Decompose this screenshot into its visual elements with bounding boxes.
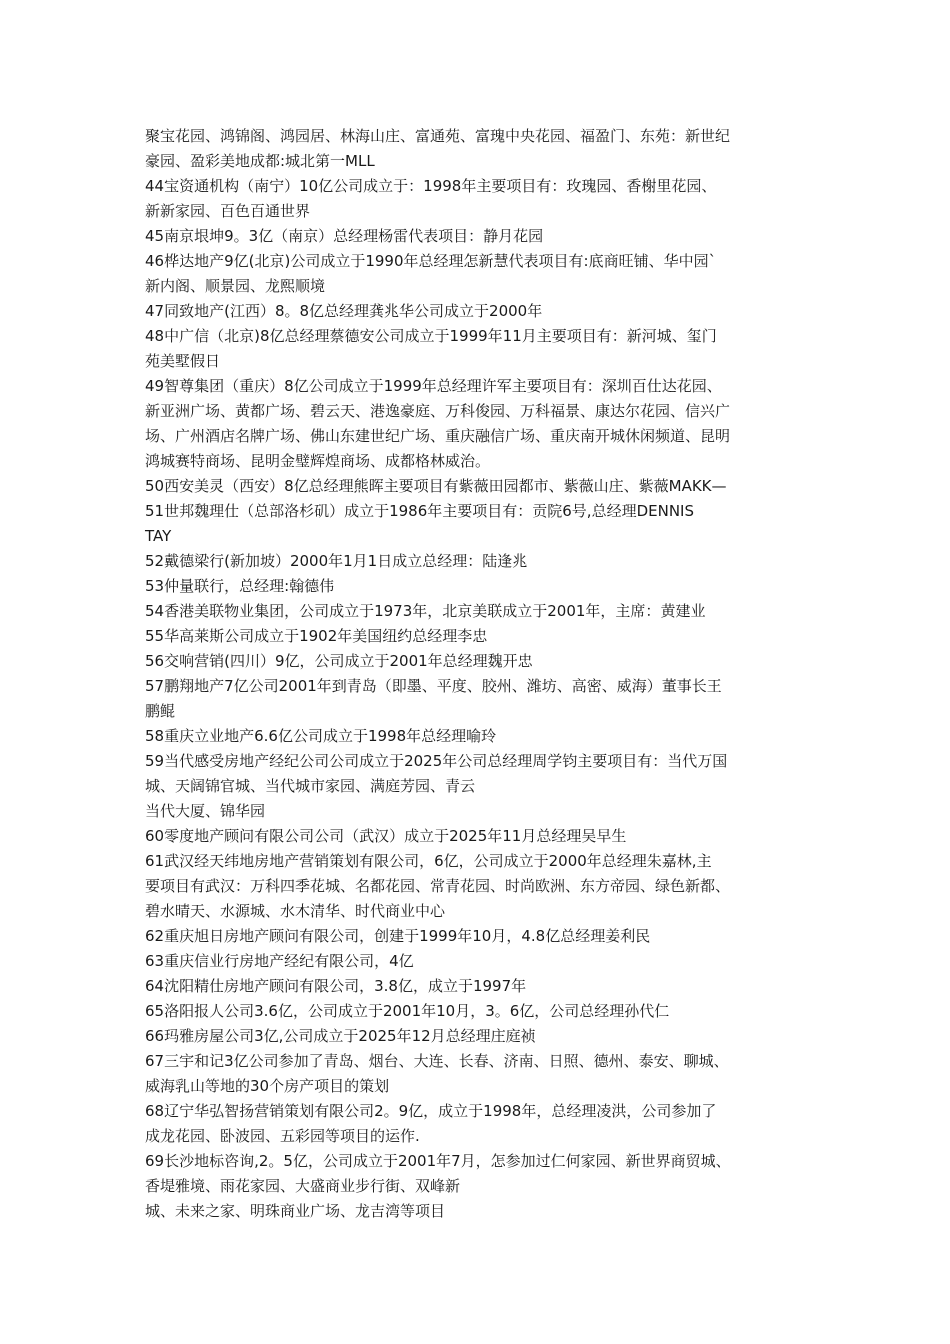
text-line: 成龙花园、卧波园、五彩园等项目的运作. — [145, 1127, 420, 1145]
text-line: 55华高莱斯公司成立于1902年美国纽约总经理李忠 — [145, 627, 488, 645]
text-line: 豪园、盈彩美地成都:城北第一MLL — [145, 152, 375, 170]
text-line: 48中广信（北京)8亿总经理蔡德安公司成立于1999年11月主要项目有：新河城、玺门 — [145, 327, 717, 345]
text-line: 聚宝花园、鸿锦阁、鸿园居、林海山庄、富通苑、富瑰中央花园、福盈门、东苑：新世纪 — [145, 127, 731, 145]
text-line: 57鹏翔地产7亿公司2001年到青岛（即墨、平度、胶州、潍坊、高密、威海）董事长王 — [145, 677, 722, 695]
text-line: 新内阁、顺景园、龙熙顺境 — [145, 277, 326, 295]
text-line: 鹏鲲 — [145, 702, 176, 720]
text-line: 香堤雅境、雨花家园、大盛商业步行街、双峰新 — [145, 1177, 461, 1195]
text-line: 城、天阔锦官城、当代城市家园、满庭芳园、青云 — [145, 777, 476, 795]
text-line: 场、广州酒店名牌广场、佛山东建世纪广场、重庆融信广场、重庆南开城休闲频道、昆明 — [145, 427, 731, 445]
text-line: 58重庆立业地产6.6亿公司成立于1998年总经理喻玲 — [145, 727, 497, 745]
text-line: 要项目有武汉：万科四季花城、名都花园、常青花园、时尚欧洲、东方帝园、绿色新都、 — [145, 877, 731, 895]
text-line: 52戴德梁行(新加坡）2000年1月1日成立总经理：陆逢兆 — [145, 552, 528, 570]
text-line: 65洛阳报人公司3.6亿，公司成立于2001年10月，3。6亿，公司总经理孙代仁 — [145, 1002, 670, 1020]
text-line: 61武汉经天纬地房地产营销策划有限公司，6亿，公司成立于2000年总经理朱嘉林,主 — [145, 852, 712, 870]
document-body — [145, 124, 817, 1224]
text-line: 城、未来之家、明珠商业广场、龙吉湾等项目 — [145, 1202, 446, 1220]
text-line: 53仲量联行，总经理:翰德伟 — [145, 577, 335, 595]
text-line: 60零度地产顾问有限公司公司（武汉）成立于2025年11月总经理吴早生 — [145, 827, 627, 845]
text-line: 63重庆信业行房地产经纪有限公司，4亿 — [145, 952, 414, 970]
text-line: 新亚洲广场、黄都广场、碧云天、港逸豪庭、万科俊园、万科福景、康达尔花园、信兴广 — [145, 402, 731, 420]
text-line: 威海乳山等地的30个房产项目的策划 — [145, 1077, 390, 1095]
text-line: TAY — [145, 527, 172, 545]
text-line: 新新家园、百色百通世界 — [145, 202, 311, 220]
text-line: 45南京垠坤9。3亿（南京）总经理杨雷代表项目：静月花园 — [145, 227, 544, 245]
text-line: 64沈阳精仕房地产顾问有限公司，3.8亿，成立于1997年 — [145, 977, 527, 995]
text-line: 44宝资通机构（南宁）10亿公司成立于：1998年主要项目有：玫瑰园、香榭里花园、 — [145, 177, 717, 195]
text-line: 当代大厦、锦华园 — [145, 802, 266, 820]
text-line: 51世邦魏理仕（总部洛杉矶）成立于1986年主要项目有：贡院6号,总经理DENNIS — [145, 502, 694, 520]
text-line: 47同致地产(江西）8。8亿总经理龚兆华公司成立于2000年 — [145, 302, 543, 320]
text-line: 56交响营销(四川）9亿，公司成立于2001年总经理魏开忠 — [145, 652, 533, 670]
text-line: 46桦达地产9亿(北京)公司成立于1990年总经理怎新慧代表项目有:底商旺铺、华中园` — [145, 252, 717, 270]
text-line: 69长沙地标咨询,2。5亿，公司成立于2001年7月，怎参加过仁何家园、新世界商贸城、 — [145, 1152, 731, 1170]
text-line: 50西安美灵（西安）8亿总经理熊晖主要项目有紫薇田园都市、紫薇山庄、紫薇MAKK— — [145, 477, 727, 495]
text-line: 49智尊集团（重庆）8亿公司成立于1999年总经理许军主要项目有：深圳百仕达花园、 — [145, 377, 722, 395]
text-line: 54香港美联物业集团，公司成立于1973年，北京美联成立于2001年，主席：黄建业 — [145, 602, 706, 620]
text-line: 鸿城赛特商场、昆明金璧辉煌商场、成都格林威治。 — [145, 452, 491, 470]
text-line: 苑美墅假日 — [145, 352, 221, 370]
text-line: 62重庆旭日房地产顾问有限公司，创建于1999年10月，4.8亿总经理姜利民 — [145, 927, 651, 945]
text-line: 66玛雅房屋公司3亿,公司成立于2025年12月总经理庄庭祯 — [145, 1027, 536, 1045]
text-line: 59当代感受房地产经纪公司公司成立于2025年公司总经理周学钧主要项目有：当代万国 — [145, 752, 728, 770]
text-line: 68辽宁华弘智扬营销策划有限公司2。9亿，成立于1998年，总经理凌洪，公司参加了 — [145, 1102, 717, 1120]
text-line: 碧水晴天、水源城、水木清华、时代商业中心 — [145, 902, 446, 920]
text-line: 67三宇和记3亿公司参加了青岛、烟台、大连、长春、济南、日照、德州、泰安、聊城、 — [145, 1052, 729, 1070]
